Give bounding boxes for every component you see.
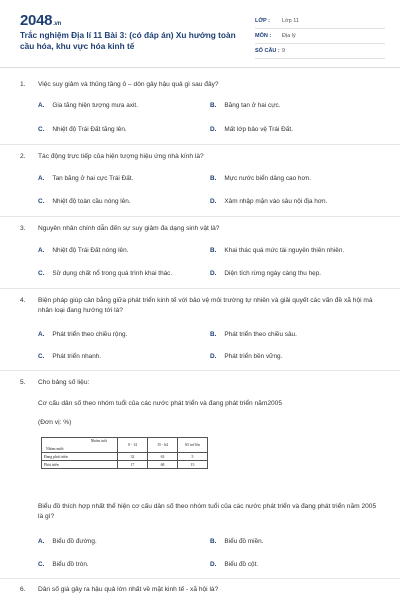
option-d[interactable]: [210, 270, 321, 277]
option-letter: B.: [210, 331, 217, 338]
question-5-prompt: [38, 502, 382, 522]
column-header: 65 trở lên: [178, 438, 208, 453]
divider: [0, 370, 400, 371]
option-a[interactable]: [38, 102, 138, 109]
row-label: Đang phát triển: [42, 453, 118, 461]
meta-label: LỚP :: [255, 18, 270, 24]
column-header: 15 - 64: [148, 438, 178, 453]
table-header-row: [42, 438, 208, 453]
option-text: Băng tan ở hai cực.: [224, 102, 281, 109]
question-text: Biện pháp giúp cân bằng giữa phát triển kinh tế với bảo vệ môi trường tự nhiên và giải quyết các vấn đề xã hội mà nhân loại đang hướng tới là?: [38, 297, 373, 314]
divider: [0, 578, 400, 579]
option-text: Mực nước biển dâng cao hơn.: [224, 175, 311, 182]
option-a[interactable]: [38, 247, 128, 254]
meta-row-count: [255, 44, 385, 59]
option-text: Biểu đồ cột.: [224, 561, 259, 568]
option-letter: C.: [38, 561, 45, 568]
table-row: [42, 453, 208, 461]
option-text: Gia tăng hiện tượng mưa axit.: [52, 102, 138, 109]
option-text: Phát triển bền vững.: [224, 353, 283, 360]
question-number: 4.: [20, 297, 26, 304]
option-letter: B.: [210, 175, 217, 182]
question-number: 1.: [20, 81, 26, 88]
table-corner-cell: [42, 438, 118, 453]
meta-panel: [255, 14, 385, 59]
question-text: Dân số già gây ra hậu quả lớn nhất về mặt kinh tế - xã hội là?: [38, 586, 219, 593]
divider: [0, 144, 400, 145]
meta-value: 9: [282, 48, 286, 54]
table-cell: 68: [148, 461, 178, 469]
question-number: 6.: [20, 586, 26, 593]
table-cell: 17: [118, 461, 148, 469]
option-text: Khai thác quá mức tài nguyên thiên nhiên.: [224, 247, 345, 254]
option-letter: D.: [210, 270, 217, 277]
meta-label: MÔN :: [255, 33, 272, 39]
option-text: Xâm nhập mặn vào sâu nội địa hơn.: [224, 198, 328, 205]
option-text: Mất lớp bảo vệ Trái Đất.: [224, 126, 293, 133]
page-title: Trắc nghiệm Địa lí 11 Bài 3: (có đáp án) Xu hướng toàn cầu hóa, khu vực hóa kinh tế: [20, 30, 236, 51]
option-letter: C.: [38, 198, 45, 205]
option-c[interactable]: [38, 198, 131, 205]
option-letter: D.: [210, 198, 217, 205]
site-logo[interactable]: [20, 12, 61, 29]
option-a[interactable]: [38, 538, 97, 545]
meta-row-subject: [255, 29, 385, 44]
option-text: Phát triển nhanh.: [52, 353, 102, 360]
table-cell: 15: [178, 461, 208, 469]
page-header: [0, 0, 400, 68]
option-letter: A.: [38, 247, 45, 254]
option-letter: A.: [38, 331, 45, 338]
meta-value: Địa lý: [282, 33, 296, 39]
question-number: 2.: [20, 153, 26, 160]
option-letter: A.: [38, 175, 45, 182]
question-number: 3.: [20, 225, 26, 232]
option-text: Sử dụng chất nổ trong quá trình khai thác.: [52, 270, 173, 277]
divider: [0, 216, 400, 217]
option-c[interactable]: [38, 353, 101, 360]
table-unit: (Đơn vị: %): [38, 419, 72, 426]
table-cell: 32: [118, 453, 148, 461]
option-b[interactable]: [210, 247, 344, 254]
table-cell: 63: [148, 453, 178, 461]
option-text: Nhiệt độ Trái Đất tăng lên.: [52, 126, 127, 133]
question-number: 5.: [20, 379, 26, 386]
option-text: Diện tích rừng ngày càng thu hẹp.: [224, 270, 322, 277]
question-text: Cho bảng số liệu:: [38, 379, 90, 386]
data-table: [41, 437, 208, 469]
corner-top-label: Nhóm tuổi: [90, 439, 107, 443]
option-d[interactable]: [210, 198, 327, 205]
option-text: Nhiệt độ Trái Đất nóng lên.: [52, 247, 129, 254]
table-cell: 5: [178, 453, 208, 461]
question-text: Biểu đồ thích hợp nhất thể hiện cơ cấu dân số theo nhóm tuổi của các nước phát triển và đang phát triển năm 2005 là gì?: [38, 503, 377, 520]
option-letter: A.: [38, 102, 45, 109]
option-letter: A.: [38, 538, 45, 545]
option-c[interactable]: [38, 270, 172, 277]
corner-bottom-label: Nhóm nước: [46, 447, 65, 451]
table-title: Cơ cấu dân số theo nhóm tuổi của các nước phát triển và đang phát triển năm2005: [38, 400, 282, 407]
option-text: Biểu đồ đường.: [52, 538, 97, 545]
meta-label: SỐ CÂU :: [255, 48, 280, 54]
column-header: 0 - 14: [118, 438, 148, 453]
logo-text: 2048: [20, 12, 53, 29]
logo-suffix: .vn: [53, 21, 61, 27]
option-text: Nhiệt độ toàn cầu nóng lên.: [52, 198, 131, 205]
option-letter: C.: [38, 126, 45, 133]
question-text: Việc suy giảm và thủng tầng ô – dôn gây hậu quả gì sau đây?: [38, 81, 219, 88]
row-label: Phát triển: [42, 461, 118, 469]
meta-value: Lớp 11: [282, 18, 299, 24]
option-letter: C.: [38, 270, 45, 277]
option-letter: D.: [210, 353, 217, 360]
option-text: Biểu đồ miền.: [224, 538, 264, 545]
option-a[interactable]: [38, 175, 133, 182]
option-letter: C.: [38, 353, 45, 360]
option-a[interactable]: [38, 331, 127, 338]
option-text: Biểu đồ tròn.: [52, 561, 89, 568]
option-text: Phát triển theo chiều sâu.: [224, 331, 297, 338]
option-letter: D.: [210, 561, 217, 568]
question-text: Tác động trực tiếp của hiện tượng hiệu ứng nhà kính là?: [38, 153, 204, 160]
option-text: Phát triển theo chiều rộng.: [52, 331, 128, 338]
table-row: [42, 461, 208, 469]
option-b[interactable]: [210, 538, 263, 545]
option-c[interactable]: [38, 561, 89, 568]
option-d[interactable]: [210, 561, 258, 568]
option-letter: B.: [210, 247, 217, 254]
option-b[interactable]: [210, 175, 311, 182]
meta-row-class: [255, 14, 385, 29]
option-letter: D.: [210, 126, 217, 133]
option-text: Tan băng ở hai cực Trái Đất.: [52, 175, 134, 182]
option-d[interactable]: [210, 353, 282, 360]
option-c[interactable]: [38, 126, 127, 133]
option-letter: B.: [210, 538, 217, 545]
option-b[interactable]: [210, 331, 297, 338]
divider: [0, 288, 400, 289]
option-b[interactable]: [210, 102, 280, 109]
option-letter: B.: [210, 102, 217, 109]
question-text: Nguyên nhân chính dẫn đến sự suy giảm đa dạng sinh vật là?: [38, 225, 220, 232]
option-d[interactable]: [210, 126, 293, 133]
